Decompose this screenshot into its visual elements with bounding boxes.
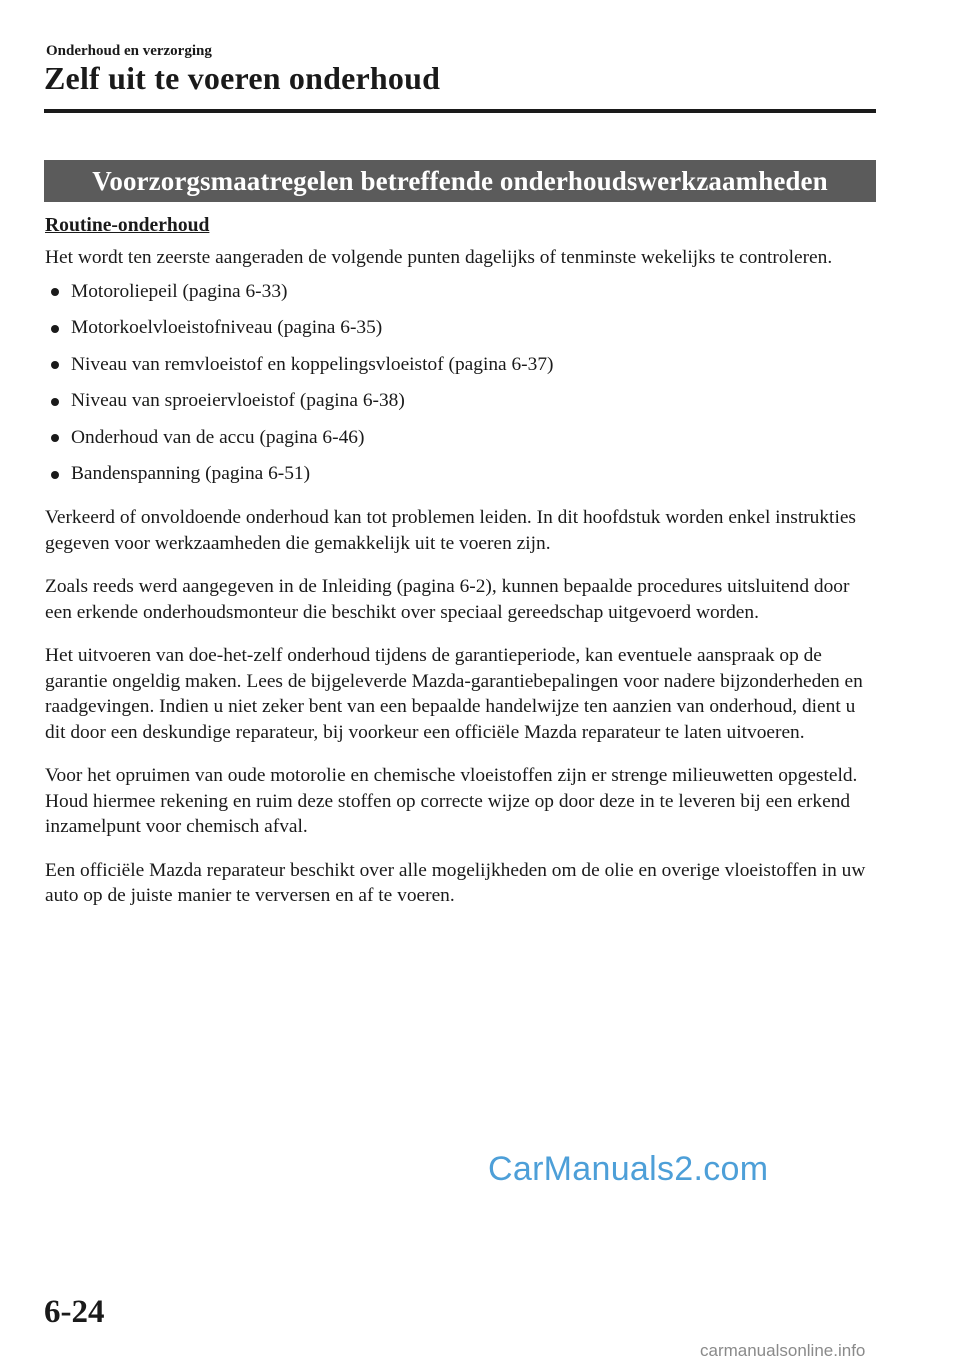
topic-banner: Voorzorgsmaatregelen betreffende onderhoudswerkzaamheden [44,160,876,202]
list-item-text: Motoroliepeil (pagina 6-33) [71,280,288,302]
list-item [45,461,875,487]
list-item-text: Niveau van sproeiervloeistof (pagina 6-38) [71,390,405,411]
body-paragraph: Het uitvoeren van doe-het-zelf onderhoud tijdens de garantieperiode, kan eventuele aanspraak op de garantie ongeldig maken. Lees de bijgeleverde Mazda-garantiebepalingen voor nadere bijzonderheden en raadgevingen. Indien u niet zeker bent van een bepaalde handelwijze ten aanzien van onderhoud, dient u dit door een deskundige reparateur, bij voorkeur een officiële Mazda reparateur te laten uitvoeren. [45,645,863,743]
bullet-dot-icon [51,361,59,369]
list-item [45,352,875,378]
list-item-text: Onderhoud van de accu (pagina 6-46) [71,426,365,448]
list-item-text: Bandenspanning (pagina 6-51) [71,463,311,484]
list-item [45,388,875,414]
bullet-dot-icon [51,398,59,406]
subheading: Routine-onderhoud [45,215,210,236]
header-divider [44,109,876,113]
check-list [45,279,875,488]
bullet-dot-icon [51,434,59,442]
main-content [45,213,875,909]
list-item [45,315,875,341]
section-title: Zelf uit te voeren onderhoud [44,60,441,96]
bullet-dot-icon [51,325,59,333]
body-paragraph: Een officiële Mazda reparateur beschikt over alle mogelijkheden om de olie en overige vloeistoffen in uw auto op de juiste manier te verversen en af te voeren. [45,859,866,906]
bullet-dot-icon [51,288,59,296]
body-paragraph: Verkeerd of onvoldoende onderhoud kan tot problemen leiden. In dit hoofdstuk worden enkel instrukties gegeven voor werkzaamheden die gemakkelijk uit te voeren zijn. [45,507,856,554]
bullet-dot-icon [51,471,59,479]
page-number: 6-24 [44,1294,105,1330]
watermark-logo: CarManuals2.com [488,1150,769,1188]
body-paragraph: Voor het opruimen van oude motorolie en chemische vloeistoffen zijn er strenge milieuwetten opgesteld. Houd hiermee rekening en ruim deze stoffen op correcte wijze op door deze in te leveren bij een erkend inzamelpunt voor chemisch afval. [45,765,858,837]
list-item-text: Niveau van remvloeistof en koppelingsvloeistof (pagina 6-37) [71,353,554,375]
list-item [45,279,875,305]
body-paragraph: Zoals reeds werd aangegeven in de Inleiding (pagina 6-2), kunnen bepaalde procedures uitsluitend door een erkende onderhoudsmonteur die beschikt over speciaal gereedschap uitgevoerd worden. [45,576,850,623]
footer-site-mark: carmanualsonline.info [700,1341,866,1360]
list-item [45,425,875,451]
list-item-text: Motorkoelvloeistofniveau (pagina 6-35) [71,317,383,338]
intro-paragraph: Het wordt ten zeerste aangeraden de volgende punten dagelijks of tenminste wekelijks te controleren. [45,247,833,268]
chapter-label: Onderhoud en verzorging [46,43,212,59]
